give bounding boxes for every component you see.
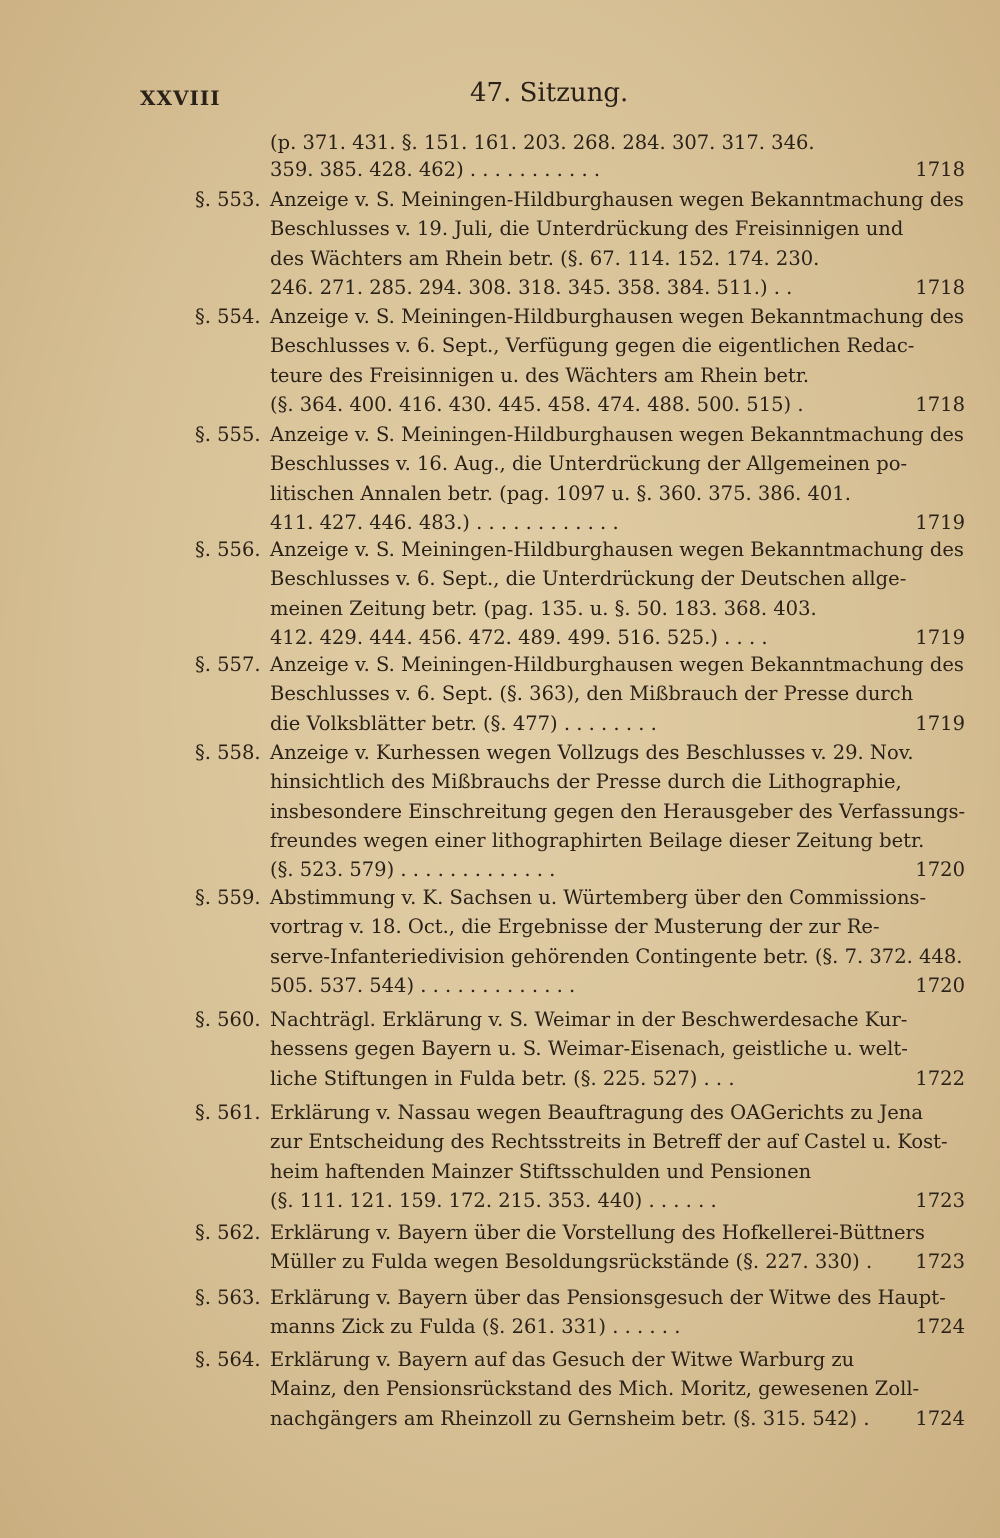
entry-line: (p. 371. 431. §. 151. 161. 203. 268. 284. 307. 317. 346. xyxy=(270,131,815,154)
entry-line: Beschlusses v. 6. Sept., Verfügung gegen die eigentlichen Redac- xyxy=(270,334,915,358)
entry-line: (§. 364. 400. 416. 430. 445. 458. 474. 488. 500. 515) . xyxy=(270,392,804,416)
page-header xyxy=(0,78,1000,118)
paragraph-number: §. 553. xyxy=(195,188,261,211)
entry-line: serve-Infanteriedivision gehörenden Contingente betr. (§. 7. 372. 448. xyxy=(270,944,963,968)
entry-line: litischen Annalen betr. (pag. 1097 u. §. 360. 375. 386. 401. xyxy=(270,481,851,505)
page-reference: 1719 xyxy=(915,711,965,735)
page-reference: 1723 xyxy=(915,1188,965,1212)
paragraph-number: §. 564. xyxy=(195,1348,261,1371)
paragraph-number: §. 559. xyxy=(195,886,261,909)
entry-line: Beschlusses v. 19. Juli, die Unterdrückung des Freisinnigen und xyxy=(270,217,904,241)
paragraph-number: §. 556. xyxy=(195,538,261,561)
entry-line: heim haftenden Mainzer Stiftsschulden und Pensionen xyxy=(270,1159,812,1183)
page-reference: 1719 xyxy=(915,625,965,649)
entry-line: Mainz, den Pensionsrückstand des Mich. Moritz, gewesenen Zoll- xyxy=(270,1377,920,1401)
entry-line: Abstimmung v. K. Sachsen u. Würtemberg über den Commissions- xyxy=(270,886,927,909)
page-reference: 1719 xyxy=(915,510,965,534)
entry-line: Beschlusses v. 6. Sept., die Unterdrückung der Deutschen allge- xyxy=(270,567,907,591)
page-reference: 1718 xyxy=(915,158,965,181)
paragraph-number: §. 557. xyxy=(195,653,261,676)
entry-line: 412. 429. 444. 456. 472. 489. 499. 516. 525.) . . . . xyxy=(270,625,768,649)
entry-line: Erklärung v. Bayern über das Pensionsgesuch der Witwe des Haupt- xyxy=(270,1286,946,1309)
entry-line: liche Stiftungen in Fulda betr. (§. 225. 527) . . . xyxy=(270,1066,735,1090)
entry-line: insbesondere Einschreitung gegen den Herausgeber des Verfassungs- xyxy=(270,799,966,823)
paragraph-number: §. 555. xyxy=(195,423,261,446)
entry-line: Anzeige v. S. Meiningen-Hildburghausen wegen Bekanntmachung des xyxy=(270,305,964,328)
entry-line: Erklärung v. Nassau wegen Beauftragung des OAGerichts zu Jena xyxy=(270,1101,923,1124)
entry-line: zur Entscheidung des Rechtsstreits in Betreff der auf Castel u. Kost- xyxy=(270,1130,948,1154)
entry-line: (§. 523. 579) . . . . . . . . . . . . . xyxy=(270,858,556,882)
entry-line: 246. 271. 285. 294. 308. 318. 345. 358. 384. 511.) . . xyxy=(270,275,793,299)
paragraph-number: §. 563. xyxy=(195,1286,261,1309)
entry-line: Anzeige v. S. Meiningen-Hildburghausen wegen Bekanntmachung des xyxy=(270,423,964,446)
entry-line: (§. 111. 121. 159. 172. 215. 353. 440) . . . . . . xyxy=(270,1188,717,1212)
entry-line: vortrag v. 18. Oct., die Ergebnisse der Musterung der zur Re- xyxy=(270,915,880,939)
paragraph-number: §. 561. xyxy=(195,1101,261,1124)
entry-line: freundes wegen einer lithographirten Beilage dieser Zeitung betr. xyxy=(270,828,925,852)
paragraph-number: §. 560. xyxy=(195,1008,261,1031)
entry-line: teure des Freisinnigen u. des Wächters am Rhein betr. xyxy=(270,363,810,387)
page-reference: 1722 xyxy=(915,1066,965,1090)
page-number-roman: XXVIII xyxy=(140,86,221,110)
page-reference: 1718 xyxy=(915,275,965,299)
entry-line: hinsichtlich des Mißbrauchs der Presse durch die Lithographie, xyxy=(270,770,902,794)
entry-line: manns Zick zu Fulda (§. 261. 331) . . . . . . xyxy=(270,1315,681,1339)
entry-line: Anzeige v. Kurhessen wegen Vollzugs des Beschlusses v. 29. Nov. xyxy=(270,741,914,764)
page-reference: 1723 xyxy=(915,1250,965,1274)
entry-line: Anzeige v. S. Meiningen-Hildburghausen wegen Bekanntmachung des xyxy=(270,538,964,561)
entry-line: die Volksblätter betr. (§. 477) . . . . . . . . xyxy=(270,711,657,735)
entry-line: nachgängers am Rheinzoll zu Gernsheim betr. (§. 315. 542) . xyxy=(270,1406,870,1430)
page-reference: 1718 xyxy=(915,392,965,416)
entry-line: Erklärung v. Bayern über die Vorstellung des Hofkellerei-Büttners xyxy=(270,1221,925,1244)
entry-line: 411. 427. 446. 483.) . . . . . . . . . . . . xyxy=(270,510,619,534)
entry-line: meinen Zeitung betr. (pag. 135. u. §. 50. 183. 368. 403. xyxy=(270,596,817,620)
entry-line: Nachträgl. Erklärung v. S. Weimar in der Beschwerdesache Kur- xyxy=(270,1008,908,1031)
entry-line: Anzeige v. S. Meiningen-Hildburghausen wegen Bekanntmachung des xyxy=(270,653,964,676)
page-title: 47. Sitzung. xyxy=(470,78,629,108)
paragraph-number: §. 562. xyxy=(195,1221,261,1244)
page-reference: 1724 xyxy=(915,1315,965,1339)
entry-line: Anzeige v. S. Meiningen-Hildburghausen wegen Bekanntmachung des xyxy=(270,188,964,211)
paragraph-number: §. 558. xyxy=(195,741,261,764)
entry-line: des Wächters am Rhein betr. (§. 67. 114. 152. 174. 230. xyxy=(270,246,820,270)
entry-line: Beschlusses v. 16. Aug., die Unterdrückung der Allgemeinen po- xyxy=(270,452,908,476)
page-reference: 1724 xyxy=(915,1406,965,1430)
page-reference: 1720 xyxy=(915,858,965,882)
entry-line: Erklärung v. Bayern auf das Gesuch der Witwe Warburg zu xyxy=(270,1348,855,1371)
paragraph-number: §. 554. xyxy=(195,305,261,328)
page-reference: 1720 xyxy=(915,973,965,997)
entry-line: Müller zu Fulda wegen Besoldungsrückstände (§. 227. 330) . xyxy=(270,1250,873,1274)
entry-line: 505. 537. 544) . . . . . . . . . . . . . xyxy=(270,973,576,997)
entry-line: 359. 385. 428. 462) . . . . . . . . . . . xyxy=(270,158,601,181)
entry-line: hessens gegen Bayern u. S. Weimar-Eisenach, geistliche u. welt- xyxy=(270,1037,908,1061)
entry-line: Beschlusses v. 6. Sept. (§. 363), den Mißbrauch der Presse durch xyxy=(270,682,914,706)
